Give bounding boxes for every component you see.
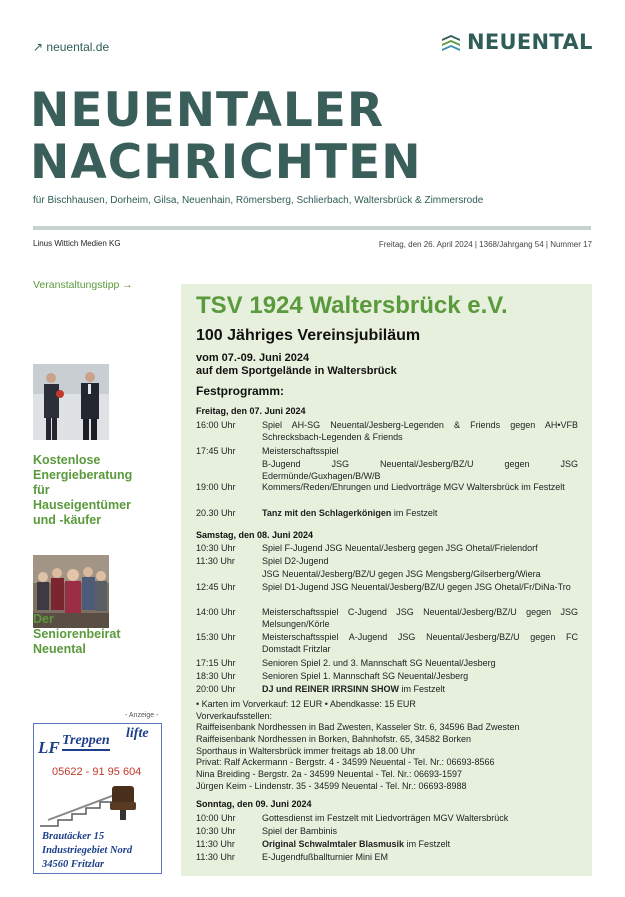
ad-address-area: Industriegebiet Nord <box>42 845 133 856</box>
event-tip-link[interactable]: Veranstaltungstipp → <box>33 279 133 291</box>
row-time: 19:00 Uhr <box>196 482 236 492</box>
stairlift-illustration-icon <box>38 780 159 828</box>
row-time: 10:30 Uhr <box>196 543 236 553</box>
program-row <box>196 482 578 494</box>
ad-brand-lifte: lifte <box>126 726 149 741</box>
neuental-logo-icon <box>441 32 461 52</box>
row-time: 10:30 Uhr <box>196 826 236 836</box>
ad-brand-lf: LF <box>38 738 60 757</box>
ticket-line: Vorverkaufsstellen: <box>196 710 273 721</box>
ticket-line: • Karten im Vorverkauf: 12 EUR • Abendkasse: 15 EUR <box>196 699 416 709</box>
teaser-senior-council[interactable]: Der Seniorenbeirat Neuental <box>33 612 121 656</box>
row-text: Spiel AH-SG Neuental/Jesberg-Legenden & Friends gegen AH•VFB Schrecksbach-Legenden & Friends <box>262 420 578 442</box>
program-row <box>196 813 578 825</box>
publisher-name: Linus Wittich Medien KG <box>33 239 121 248</box>
row-text: JSG Neuental/Jesberg/BZ/U gegen JSG Mengsberg/Gilserberg/Wiera <box>262 569 541 579</box>
row-time: 11:30 Uhr <box>196 852 235 862</box>
program-row <box>196 556 578 568</box>
program-row <box>196 826 578 838</box>
logo-text: NEUENTAL <box>467 30 593 54</box>
photo-two-men-icon <box>33 364 109 440</box>
event-date: vom 07.-09. Juni 2024 <box>196 352 310 364</box>
row-text: Senioren Spiel 2. und 3. Mannschaft SG Neuental/Jesberg <box>262 658 496 668</box>
program-row <box>196 508 578 520</box>
row-time: 17:45 Uhr <box>196 446 236 456</box>
row-text-bold: Tanz mit den Schlagerkönigen <box>262 508 392 518</box>
ticket-line: Jürgen Keim - Lindenstr. 35 - 34599 Neuental - Tel. Nr.: 06693-8988 <box>196 780 467 791</box>
program-row <box>196 839 578 851</box>
program-row <box>196 684 578 696</box>
header-divider <box>33 226 591 230</box>
ticket-line: Raiffeisenbank Nordhessen in Bad Zwesten, Kasseler Str. 6, 34596 Bad Zwesten <box>196 722 520 733</box>
ticket-line: Sporthaus in Waltersbrück immer freitags ab 18.00 Uhr <box>196 745 416 756</box>
row-time: 18:30 Uhr <box>196 671 236 681</box>
event-anniversary-title: 100 Jähriges Vereinsjubiläum <box>196 327 421 344</box>
ad-address-city: 34560 Fritzlar <box>42 859 105 870</box>
row-time <box>196 569 262 581</box>
program-row <box>196 632 578 655</box>
row-text: Spiel F-Jugend JSG Neuental/Jesberg gegen JSG Ohetal/Frielendorf <box>262 543 538 553</box>
program-row <box>196 543 578 555</box>
row-time: 14:00 Uhr <box>196 607 236 617</box>
ad-brand-treppen: Treppen <box>62 733 110 751</box>
program-row <box>196 420 578 443</box>
program-row <box>196 569 578 581</box>
row-text: Kommers/Reden/Ehrungen und Liedvorträge MGV Waltersbrück im Festzelt <box>262 482 565 492</box>
event-club-title: TSV 1924 Waltersbrück e.V. <box>196 292 508 319</box>
ad-phone: 05622 - 91 95 604 <box>52 766 142 778</box>
row-time: 20.30 Uhr <box>196 508 236 518</box>
program-row <box>196 658 578 670</box>
row-text: Meisterschaftsspiel C-Jugend JSG Neuental/Jesberg/BZ/U gegen JSG Melsungen/Körle <box>262 607 578 629</box>
saturday-heading: Samstag, den 08. Juni 2024 <box>196 530 314 540</box>
program-row <box>196 446 578 458</box>
row-text: Spiel der Bambinis <box>262 826 338 836</box>
row-text: E-Jugendfußballturnier Mini EM <box>262 852 389 862</box>
row-text-bold: Original Schwalmtaler Blasmusik <box>262 839 405 849</box>
ticket-line: Privat: Ralf Ackermann - Bergstr. 4 - 34599 Neuental - Tel. Nr.: 06693-8566 <box>196 757 495 768</box>
row-text: Meisterschaftsspiel <box>262 446 339 456</box>
row-text: Meisterschaftsspiel A-Jugend JSG Neuental/Jesberg/BZ/U gegen FC Domstadt Fritzlar <box>262 632 578 654</box>
program-row <box>196 459 578 482</box>
row-text: Spiel D2-Jugend <box>262 556 329 566</box>
row-text: Spiel D1-Jugend JSG Neuental/Jesberg/BZ/U gegen JSG Ohetal/Fr/DiNa-Tro <box>262 582 571 592</box>
row-text <box>262 508 578 520</box>
row-text: B-Jugend JSG Neuental/Jesberg/BZ/U gegen JSG Edermünde/Guxhagen/B/W/B <box>262 459 578 481</box>
ticket-line: Nina Breiding - Bergstr. 2a - 34599 Neuental - Tel. Nr.: 06693-1597 <box>196 769 462 780</box>
row-time: 16:00 Uhr <box>196 420 236 430</box>
masthead-title-line1: NEUENTALER <box>30 83 385 138</box>
masthead-subtitle: für Bischhausen, Dorheim, Gilsa, Neuenhain, Römersberg, Schlierbach, Waltersbrück & Zimmersrode <box>33 195 484 206</box>
row-time: 20:00 Uhr <box>196 684 236 694</box>
friday-heading: Freitag, den 07. Juni 2024 <box>196 406 306 416</box>
teaser-energy-consulting[interactable]: Kostenlose Energieberatung für Hauseigentümer und -käufer <box>33 453 133 527</box>
row-text: Gottesdienst im Festzelt mit Liedvorträgen MGV Waltersbrück <box>262 813 509 823</box>
row-text <box>262 684 578 696</box>
ad-address-street: Brautäcker 15 <box>42 831 105 842</box>
ticket-line: Raiffeisenbank Nordhessen in Borken, Bahnhofstr. 65, 34582 Borken <box>196 734 472 745</box>
event-date-location <box>196 352 397 377</box>
website-link[interactable]: ↗ neuental.de <box>33 40 110 54</box>
row-text <box>262 839 578 851</box>
row-text-rest: im Festzelt <box>404 839 451 849</box>
ad-label: - Anzeige - <box>125 712 159 719</box>
row-time: 12:45 Uhr <box>196 582 236 592</box>
sunday-heading: Sonntag, den 09. Juni 2024 <box>196 799 312 809</box>
advertisement-treppenlifte[interactable] <box>33 723 162 874</box>
program-row <box>196 582 578 594</box>
neuental-logo <box>441 30 593 54</box>
issue-info: Freitag, den 26. April 2024 | 1368/Jahrgang 54 | Nummer 17 <box>378 240 592 249</box>
row-time: 10:00 Uhr <box>196 813 236 823</box>
program-row <box>196 607 578 630</box>
row-time <box>196 459 262 482</box>
program-row <box>196 671 578 683</box>
row-text-bold: DJ und REINER IRRSINN SHOW <box>262 684 400 694</box>
program-row <box>196 852 578 864</box>
row-time: 11:30 Uhr <box>196 556 235 566</box>
row-time: 17:15 Uhr <box>196 658 236 668</box>
event-location: auf dem Sportgelände in Waltersbrück <box>196 364 397 377</box>
row-text-rest: im Festzelt <box>399 684 446 694</box>
row-text-rest: im Festzelt <box>391 508 438 518</box>
row-time: 11:30 Uhr <box>196 839 235 849</box>
ticket-info <box>196 699 581 793</box>
masthead-title-line2: NACHRICHTEN <box>30 135 422 190</box>
program-heading: Festprogramm: <box>196 384 285 398</box>
row-text: Senioren Spiel 1. Mannschaft SG Neuental/Jesberg <box>262 671 469 681</box>
energy-consulting-photo[interactable] <box>33 364 109 440</box>
row-time: 15:30 Uhr <box>196 632 236 642</box>
